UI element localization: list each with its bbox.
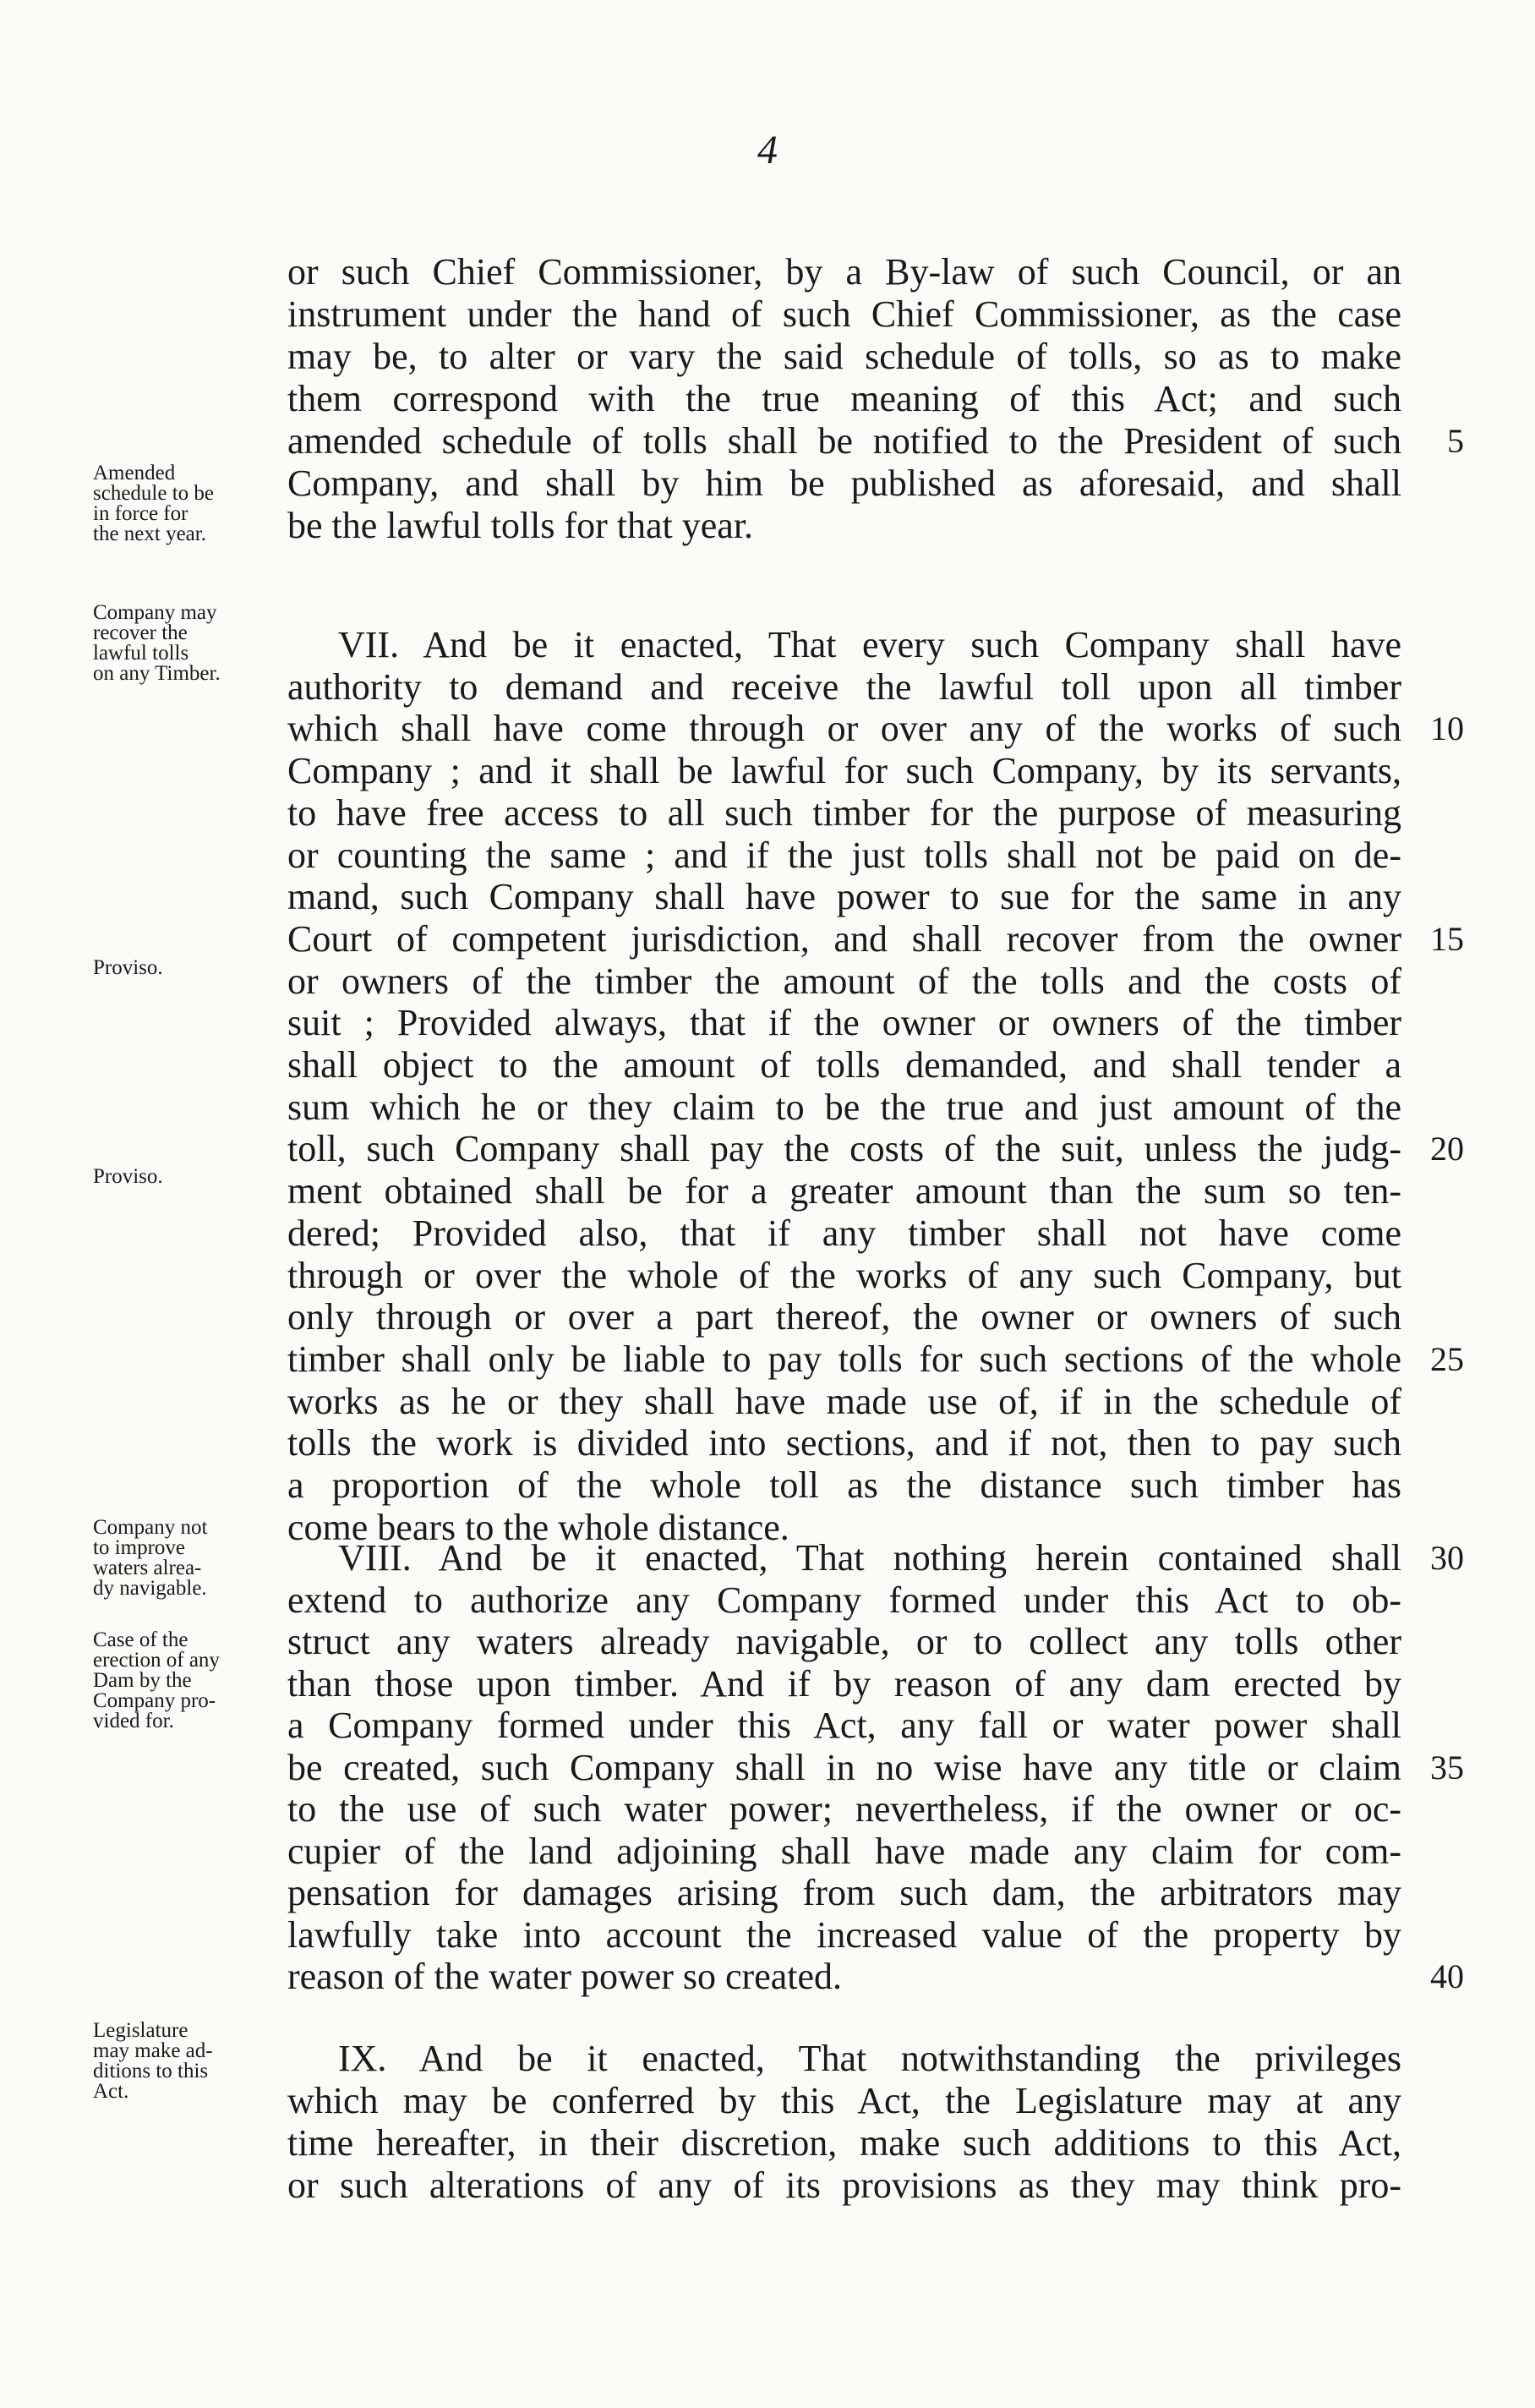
text-line: be the lawful tolls for that year. [287,505,754,546]
text-line: VII. And be it enacted, That every such Company shall have [338,624,1401,665]
margin-note-line: Legislature [93,2019,188,2042]
text-line: extend to authorize any Company formed under this Act to ob- [287,1579,1401,1621]
text-line: VIII. And be it enacted, That nothing herein contained shall [338,1537,1401,1579]
text-line: amended schedule of tolls shall be notified to the President of such [287,420,1401,462]
margin-note-line: erection of any [93,1649,220,1672]
line-number: 40 [1430,1957,1464,1995]
text-line: or such alterations of any of its provisions as they may think pro- [287,2164,1401,2206]
line-number: 5 [1447,422,1464,460]
margin-note-line: ditions to this [93,2060,209,2082]
text-line: dered; Provided also, that if any timber shall not have come [287,1212,1401,1254]
margin-note-line: Proviso. [93,956,163,979]
margin-note [93,463,270,545]
text-line: lawfully take into account the increased value of the property by [287,1913,1401,1956]
margin-note-line: the next year. [93,523,206,545]
text-line: to the use of such water power; nevertheless, if the owner or oc- [287,1788,1401,1830]
text-line: time hereafter, in their discretion, make such additions to this Act, [287,2122,1401,2164]
margin-note-line: Case of the [93,1628,188,1651]
text-line: them correspond with the true meaning of this Act; and such [287,378,1401,419]
text-line: or counting the same ; and if the just tolls shall not be paid on de- [287,834,1401,876]
text-line: or owners of the timber the amount of the tolls and the costs of [287,960,1401,1002]
text-line: mand, such Company shall have power to sue for the same in any [287,876,1401,918]
margin-note [93,2021,270,2102]
margin-note-line: Dam by the [93,1669,192,1692]
margin-note [93,1518,270,1599]
text-line: tolls the work is divided into sections, and if not, then to pay such [287,1422,1401,1464]
margin-note-line: to improve [93,1536,186,1559]
text-line: cupier of the land adjoining shall have made any claim for com- [287,1830,1401,1872]
text-line: IX. And be it enacted, That notwithstanding the privileges [338,2038,1401,2079]
text-line: Company, and shall by him be published as aforesaid, and shall [287,462,1401,504]
text-line: instrument under the hand of such Chief Commissioner, as the case [287,293,1401,335]
text-line: Company ; and it shall be lawful for such Company, by its servants, [287,750,1401,792]
line-number: 30 [1430,1539,1464,1577]
margin-note-line: waters alrea- [93,1557,202,1579]
text-line: which shall have come through or over any of the works of such [287,708,1401,750]
margin-note-line: Act. [93,2080,129,2103]
text-line: or such Chief Commissioner, by a By-law of such Council, or an [287,251,1401,293]
text-line: Court of competent jurisdiction, and shall recover from the owner [287,917,1401,960]
text-line: may be, to alter or vary the said schedule of tolls, so as to make [287,336,1401,377]
line-number: 35 [1430,1748,1464,1787]
line-number: 25 [1430,1339,1464,1378]
margin-note-line: recover the [93,621,188,644]
margin-note-line: dy navigable. [93,1577,207,1600]
margin-note [93,958,270,978]
text-line: come bears to the whole distance. [287,1506,789,1548]
text-line: struct any waters already navigable, or to collect any tolls other [287,1621,1401,1662]
text-line: than those upon timber. And if by reason of any dam erected by [287,1662,1401,1705]
text-line: to have free access to all such timber for the purpose of measuring [287,791,1401,834]
line-number: 15 [1430,919,1464,958]
margin-note [93,1167,270,1187]
text-line: be created, such Company shall in no wise have any title or claim [287,1746,1401,1788]
margin-note-line: lawful tolls [93,642,189,665]
margin-note-line: may make ad- [93,2039,213,2062]
margin-note-line: Proviso. [93,1165,163,1188]
text-line: ment obtained shall be for a greater amount than the sum so ten- [287,1170,1401,1212]
line-number: 20 [1430,1130,1464,1168]
text-line: suit ; Provided always, that if the owner or owners of the timber [287,1002,1401,1044]
text-line: shall object to the amount of tolls demanded, and shall tender a [287,1044,1401,1086]
margin-note [93,603,270,684]
text-line: pensation for damages arising from such dam, the arbitrators may [287,1872,1401,1913]
text-line: through or over the whole of the works of any such Company, but [287,1254,1401,1296]
margin-note [93,1630,270,1732]
text-line: toll, such Company shall pay the costs of the suit, unless the judg- [287,1128,1401,1170]
margin-note-line: Company pro- [93,1689,216,1712]
margin-note-line: on any Timber. [93,662,221,685]
margin-note-line: vided for. [93,1710,174,1732]
margin-note-line: Amended [93,462,176,484]
text-line: works as he or they shall have made use of, if in the schedule of [287,1380,1401,1422]
margin-note-line: in force for [93,502,188,525]
text-line: reason of the water power so created. [287,1956,843,1997]
page-number: 4 [757,128,778,172]
text-line: which may be conferred by this Act, the Legislature may at any [287,2080,1401,2121]
text-line: timber shall only be liable to pay tolls for such sections of the whole [287,1338,1401,1380]
text-line: a Company formed under this Act, any fall or water power shall [287,1705,1401,1746]
text-line: sum which he or they claim to be the true and just amount of the [287,1086,1401,1128]
margin-note-line: Company may [93,601,217,624]
margin-note-line: Company not [93,1516,208,1539]
margin-note-line: schedule to be [93,482,215,505]
text-line: a proportion of the whole toll as the distance such timber has [287,1464,1401,1506]
text-line: authority to demand and receive the lawful toll upon all timber [287,665,1401,708]
text-line: only through or over a part thereof, the owner or owners of such [287,1296,1401,1338]
line-number: 10 [1430,709,1464,748]
